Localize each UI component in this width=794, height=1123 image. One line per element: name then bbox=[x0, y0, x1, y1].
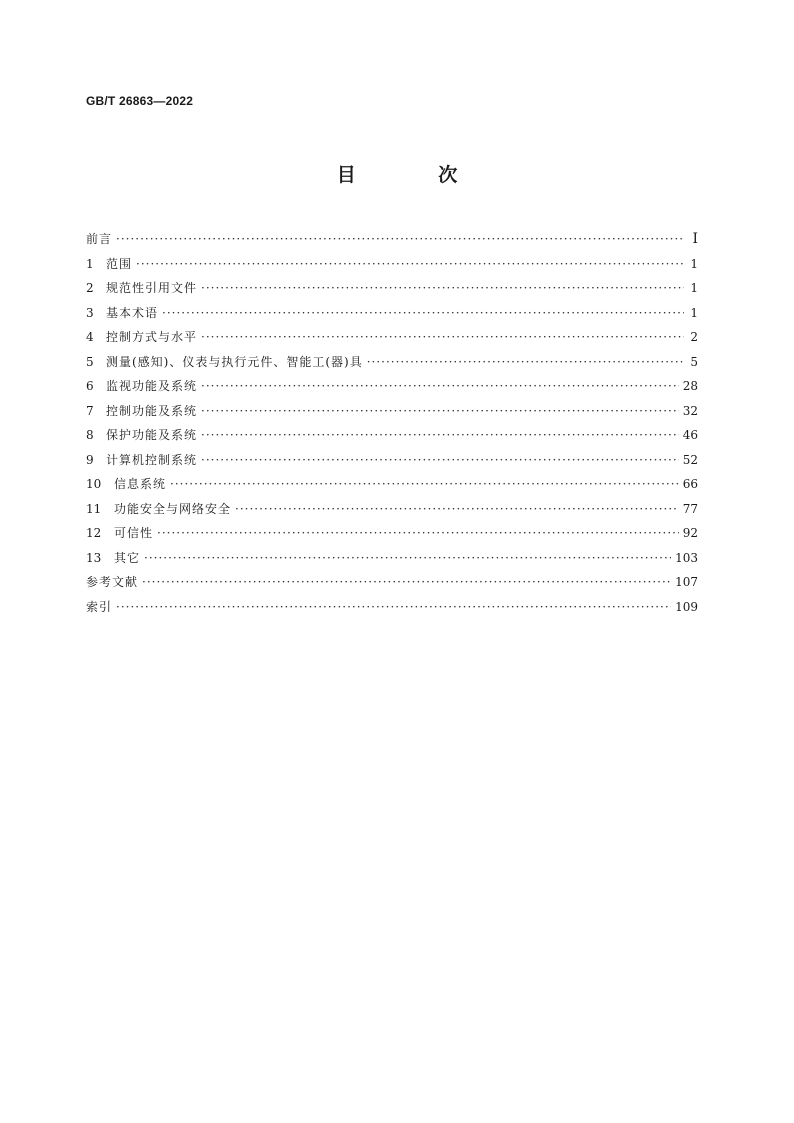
toc-entry-13[interactable] bbox=[86, 546, 698, 571]
toc-entry-page: 52 bbox=[682, 452, 698, 467]
toc-entry-number: 3 bbox=[86, 305, 94, 320]
toc-entry-page: 1 bbox=[690, 281, 698, 295]
toc-leader-dots bbox=[367, 350, 684, 375]
toc-entry-label: 监视功能及系统 bbox=[106, 379, 198, 393]
toc-entry-label: 其它 bbox=[114, 550, 141, 565]
table-of-contents bbox=[86, 227, 698, 619]
document-code: GB/T 26863—2022 bbox=[86, 94, 194, 108]
toc-entry-number: 7 bbox=[86, 403, 94, 418]
toc-entry-bibliography[interactable] bbox=[86, 570, 698, 595]
toc-entry-page: 103 bbox=[675, 550, 698, 565]
toc-entry-5[interactable] bbox=[86, 350, 698, 375]
toc-entry-label: 保护功能及系统 bbox=[106, 428, 198, 442]
toc-entry-number: 11 bbox=[86, 501, 102, 516]
toc-entry-3[interactable] bbox=[86, 301, 698, 326]
toc-entry-index[interactable] bbox=[86, 595, 698, 620]
toc-title: 目 次 bbox=[336, 164, 496, 186]
toc-entry-label: 范围 bbox=[106, 256, 133, 271]
toc-leader-dots bbox=[136, 252, 684, 277]
toc-leader-dots bbox=[116, 595, 671, 620]
toc-entry-page: 32 bbox=[682, 403, 698, 418]
toc-entry-7[interactable] bbox=[86, 399, 698, 424]
toc-leader-dots bbox=[157, 521, 679, 546]
toc-entry-label: 参考文献 bbox=[86, 575, 139, 589]
toc-entry-page: 77 bbox=[682, 501, 698, 516]
toc-entry-number: 8 bbox=[86, 428, 94, 442]
toc-entry-number: 1 bbox=[86, 256, 94, 271]
toc-leader-dots bbox=[201, 423, 679, 448]
toc-entry-page: I bbox=[692, 231, 698, 247]
toc-leader-dots bbox=[201, 399, 679, 424]
toc-entry-label: 前言 bbox=[86, 232, 113, 246]
toc-leader-dots bbox=[116, 227, 684, 252]
toc-leader-dots bbox=[201, 325, 684, 350]
toc-entry-label: 计算机控制系统 bbox=[106, 452, 198, 467]
toc-leader-dots bbox=[201, 448, 679, 473]
toc-leader-dots bbox=[170, 472, 679, 497]
toc-entry-foreword[interactable] bbox=[86, 227, 698, 252]
toc-entry-number: 2 bbox=[86, 281, 94, 295]
toc-entry-label: 可信性 bbox=[114, 526, 154, 540]
toc-leader-dots bbox=[235, 497, 679, 522]
toc-entry-label: 控制功能及系统 bbox=[106, 403, 198, 418]
toc-entry-page: 92 bbox=[682, 526, 698, 540]
toc-entry-10[interactable] bbox=[86, 472, 698, 497]
toc-entry-9[interactable] bbox=[86, 448, 698, 473]
toc-entry-label: 基本术语 bbox=[106, 305, 159, 320]
toc-entry-label: 信息系统 bbox=[114, 477, 167, 491]
toc-leader-dots bbox=[144, 546, 671, 571]
toc-entry-label: 索引 bbox=[86, 599, 113, 614]
toc-leader-dots bbox=[201, 276, 684, 301]
toc-entry-2[interactable] bbox=[86, 276, 698, 301]
toc-entry-1[interactable] bbox=[86, 252, 698, 277]
toc-entry-page: 28 bbox=[682, 379, 698, 393]
toc-entry-label: 功能安全与网络安全 bbox=[114, 501, 232, 516]
toc-entry-4[interactable] bbox=[86, 325, 698, 350]
toc-leader-dots bbox=[142, 570, 671, 595]
toc-entry-page: 107 bbox=[675, 575, 698, 589]
toc-entry-number: 5 bbox=[86, 354, 94, 369]
toc-leader-dots bbox=[162, 301, 684, 326]
toc-entry-label: 规范性引用文件 bbox=[106, 281, 198, 295]
toc-entry-number: 13 bbox=[86, 550, 102, 565]
toc-entry-6[interactable] bbox=[86, 374, 698, 399]
toc-entry-page: 1 bbox=[690, 256, 698, 271]
toc-entry-8[interactable] bbox=[86, 423, 698, 448]
toc-entry-number: 6 bbox=[86, 379, 94, 393]
toc-leader-dots bbox=[201, 374, 679, 399]
toc-entry-page: 5 bbox=[690, 354, 698, 369]
toc-entry-12[interactable] bbox=[86, 521, 698, 546]
toc-entry-page: 2 bbox=[690, 330, 698, 344]
toc-entry-number: 4 bbox=[86, 330, 94, 344]
toc-entry-label: 测量(感知)、仪表与执行元件、智能工(器)具 bbox=[106, 354, 363, 369]
toc-entry-11[interactable] bbox=[86, 497, 698, 522]
toc-entry-number: 9 bbox=[86, 452, 94, 467]
toc-entry-label: 控制方式与水平 bbox=[106, 330, 198, 344]
toc-entry-number: 12 bbox=[86, 526, 102, 540]
toc-entry-number: 10 bbox=[86, 477, 102, 491]
toc-entry-page: 1 bbox=[690, 305, 698, 320]
toc-entry-page: 46 bbox=[682, 428, 698, 442]
toc-entry-page: 66 bbox=[682, 477, 698, 491]
toc-entry-page: 109 bbox=[675, 599, 698, 614]
